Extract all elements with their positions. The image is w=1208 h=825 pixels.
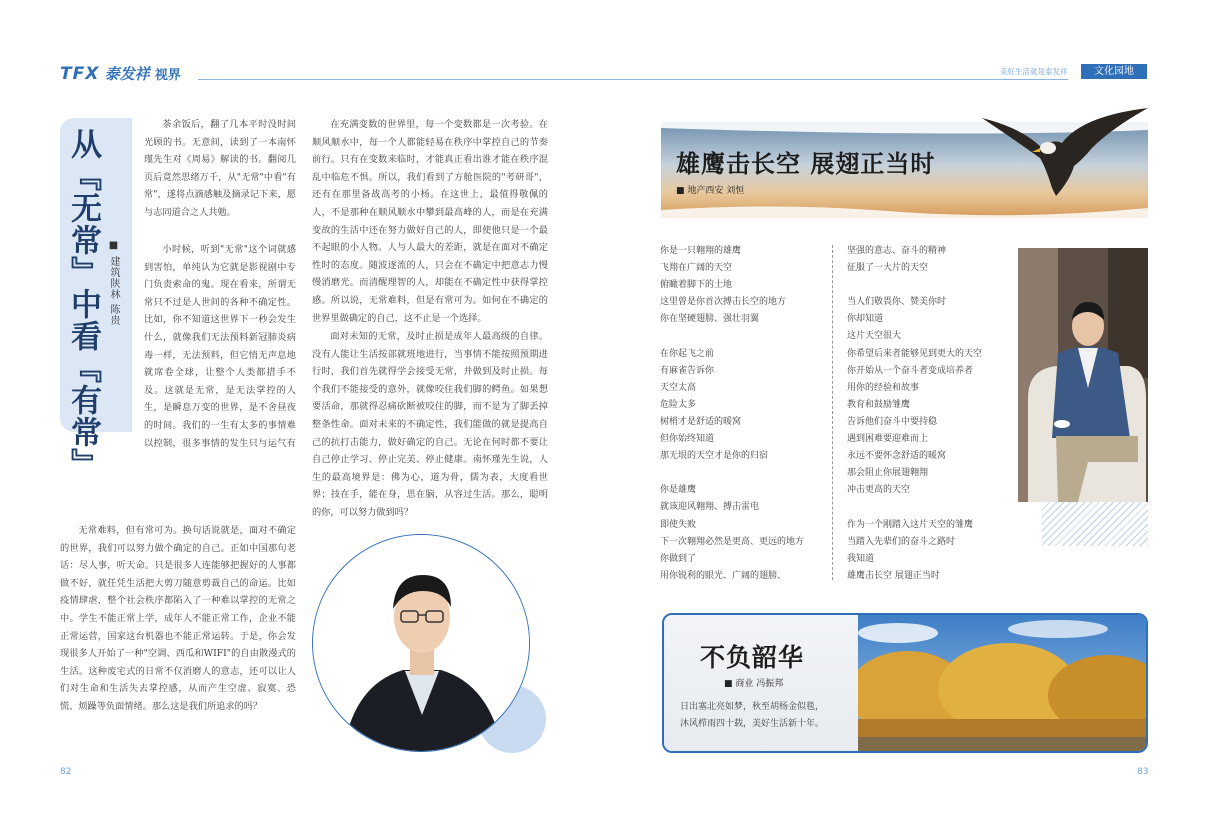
poem-line: 雄鹰击长空 展翅正当时 — [847, 570, 940, 581]
hatch-decoration — [1042, 502, 1148, 546]
card-title: 不负韶华 — [700, 643, 805, 672]
poem-line — [847, 277, 982, 294]
poem-line: 征服了一大片的天空 — [847, 263, 929, 274]
poem-line: 你希望后来者能够见到更大的天空 — [847, 348, 983, 359]
poem-line: 告诉他们奋斗中要持稳 — [847, 416, 938, 427]
poem-line: 你却知道 — [847, 314, 884, 325]
header-slogan: 美好生活就是泰发祥 — [1000, 67, 1068, 76]
header-rule — [198, 79, 1068, 80]
paragraph-2: 小时候，听到"无常"这个词就感到害怕，单纯认为它就是影视剧中专门负责索命的鬼。现在看来，所谓无常只不过是人世间的各种不确定性。比如，你不知道这世界下一秒会发生什么，就像我们无法预料新冠肺炎病毒一样，无法预料，但它悄无声息地就席卷全球，让整个人类都措手不及。这就是无常，是无法掌控的人生，是瞬息万变的世界，是不舍昼夜的时间。我们的一生有太多的事情难以控制，很多事情的发生只与运气有 — [144, 244, 296, 449]
article-title: 从『无常』中看『有常』 — [65, 128, 101, 480]
poem-line — [660, 328, 804, 345]
poem-line: 那会阻止你展翅翱翔 — [847, 468, 929, 479]
poem-line: 我知道 — [847, 553, 875, 564]
poem-line: 教育和鼓励雏鹰 — [847, 399, 911, 410]
poem-line: 永远不要怀念舒适的暖窝 — [847, 451, 947, 462]
page-number-left: 82 — [60, 767, 72, 777]
article-author: ■ 建筑陕林 陈贵 — [108, 240, 119, 327]
logo-tfx: TFX — [60, 64, 100, 84]
poem-line: 那无垠的天空才是你的归宿 — [660, 451, 769, 462]
poem-column-right — [847, 243, 982, 585]
poem-line: 用你锐利的眼光、广阔的翅膀、 — [660, 570, 787, 581]
paragraph-5: 面对未知的无常，及时止损是成年人最高级的自律。没有人能让生活按部就班地进行，当事情不能按照预期进行时，我们首先就得学会接受无常，并做到及时止损。每个我们不能接受的意外，就像咬住我们脚的鳄鱼。如果想要活命，那就得忍痛砍断被咬住的脚，而不是为了脚丢掉整条性命。面对未来的不确定性，我们能做的就是提高自己的抗打击能力，做好确定的自己。无论在何时都不要让自己停止学习、停止完美、停止健康。南怀瑾先生说，人生的最高境界是：佛为心，道为骨，儒为表，大度看世界；技在手，能在身，思在脑，从容过生活。那么，聪明的你，可以努力做到吗？ — [312, 331, 548, 518]
poem-line: 飞翔在广阔的天空 — [660, 263, 733, 274]
poem-line: 这里曾是你首次搏击长空的地方 — [660, 297, 787, 308]
poem-line: 危险太多 — [660, 399, 697, 410]
paragraph-1: 茶余饭后，翻了几本平时没时间光顾的书。无意间，读到了一本南怀瑾先生对《周易》解读的书。翻阅几页后竟然思绪万千，从"无常"中看"有常"，遂将点滴感触及摘录记下来，愿与志同道合之人共勉。 — [144, 119, 296, 218]
portrait-image — [313, 535, 530, 752]
poem-line — [847, 499, 982, 516]
logo-sub: 视界 — [154, 68, 181, 83]
poem-line: 用你的经验和故事 — [847, 382, 920, 393]
eagle-image — [982, 108, 1148, 208]
author-portrait — [312, 534, 530, 752]
poem-line: 下一次翱翔必然是更高、更远的地方 — [660, 536, 805, 547]
poem-title: 雄鹰击长空 展翅正当时 — [676, 150, 936, 178]
poem-line: 你是雄鹰 — [660, 485, 697, 496]
poem-line: 在你起飞之前 — [660, 348, 715, 359]
poem-line: 你在坚硬翅膀、强壮羽翼 — [660, 314, 760, 325]
poem-line: 你做到了 — [660, 553, 697, 564]
poem-line: 但你始终知道 — [660, 434, 715, 445]
poem-line: 坚强的意志、奋斗的精神 — [847, 246, 947, 256]
author-photo — [1018, 248, 1148, 502]
poem-line: 天空太高 — [660, 382, 697, 393]
card-author: ■ 商业 冯振邦 — [724, 679, 784, 689]
magazine-logo — [60, 63, 181, 84]
poem-line: 当踏入先辈们的奋斗之路时 — [847, 536, 956, 547]
logo-brand: 泰发祥 — [104, 65, 150, 83]
poem-line: 这片天空很大 — [847, 331, 902, 342]
seated-man-image — [1018, 248, 1148, 502]
paragraph-4: 在充满变数的世界里，每一个变数都是一次考验。在顺风顺水中，每一个人都能轻易在秩序中掌控自己的节奏前行。只有在变数来临时，才能真正看出谁才能在秩序混乱中临危不惧。所以，我们看到了方舱医院的"考研哥"，还有在那里备战高考的小杨。在这世上，最值得敬佩的人，不是那种在顺风顺水中攀到最高峰的人，而是在充满变故的生活中还在努力做好自己的人，即使他只是一个最不起眼的小人物。人与人最大的差距，就是在面对不确定性时的态度。随波逐流的人，只会在不确定中把意志力慢慢消磨光。而清醒理智的人，却能在不确定性中获得掌控感。所以说，无常难料，但是有常可为。如何在不确定的世界里做确定的自己，这不止是一个选择。 — [312, 119, 548, 324]
card-verse-line: 沐风栉雨四十载，美好生活新十年。 — [680, 719, 825, 729]
autumn-trees-image — [858, 615, 1148, 751]
section-tag: 文化园地 — [1081, 64, 1147, 79]
poem-column-left — [660, 243, 804, 585]
poem-line: 遇到困难要迎难而上 — [847, 434, 929, 445]
poem-line: 当人们敬畏你、赞美你时 — [847, 297, 947, 308]
card-verse-line: 日出塞北亮如梦，秋至胡杨金似毯， — [680, 702, 825, 712]
poem-line: 就该迎风翱翔、搏击雷电 — [660, 502, 760, 513]
poem-line: 即使失败 — [660, 519, 697, 530]
poem-line: 俯瞰着脚下的土地 — [660, 280, 733, 291]
poem-line: 作为一个刚踏入这片天空的雏鹰 — [847, 519, 974, 530]
poem-line: 树梢才是舒适的暖窝 — [660, 416, 742, 427]
poem-line: 有麻雀告诉你 — [660, 365, 715, 376]
poem-line — [660, 465, 804, 482]
page-number-right: 83 — [1137, 767, 1149, 777]
paragraph-3: 无常难料，但有常可为。换句话说就是，面对不确定的世界，我们可以努力做个确定的自己。正如中国那句老话：尽人事，听天命。只是很多人连能够把握好的人事都做不好，就任凭生活把大剪刀随意剪裁自己的命运。比如疫情肆虐，整个社会秩序都陷入了一种难以掌控的无常之中。学生不能正常上学，成年人不能正常工作，企业不能正常运营，国家这台机器也不能正常运转。于是，你会发现很多人开始了一种"空调、西瓜和WIFI"的自由散漫式的生活。这种废宅式的日常不仅消磨人的意志，还可以让人们对生命和生活失去掌控感，从而产生空虚、寂寞、恐慌、烦躁等负面情绪。那么这是我们所追求的吗？ — [60, 525, 296, 712]
poem-author: ■ 地产西安 刘恒 — [676, 186, 745, 196]
poem-line: 你是一只翱翔的雄鹰 — [660, 246, 742, 256]
poem-line: 你开始从一个奋斗者变成培养者 — [847, 365, 974, 376]
poem-divider — [832, 245, 833, 580]
card-verse — [680, 699, 824, 733]
poem-line: 冲击更高的天空 — [847, 485, 911, 496]
